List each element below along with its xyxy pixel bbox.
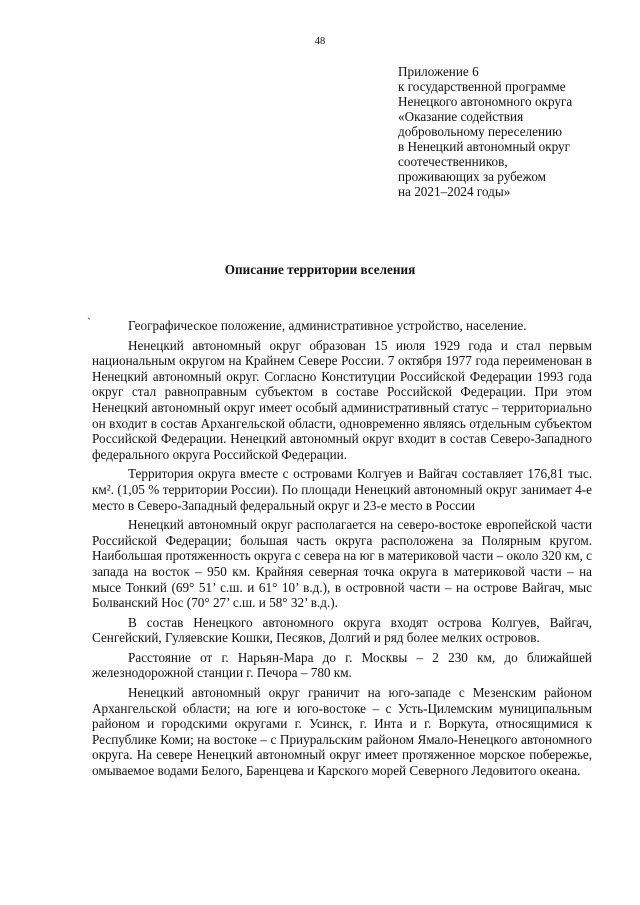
section-title: Описание территории вселения xyxy=(224,262,416,277)
page-number: 48 xyxy=(314,36,326,47)
paragraph: Географическое положение, административное устройство, население. xyxy=(128,318,527,333)
paragraph: Расстояние от г. Нарьян-Мара до г. Москвы – 2 230 км, до ближайшей железнодорожной станции г. Печора – 780 км. xyxy=(92,649,592,681)
appendix-line: Приложение 6 xyxy=(398,64,479,79)
paragraph: Ненецкий автономный округ образован 15 июля 1929 года и стал первым национальным округом на Крайнем Севере России. 7 октября 1977 года переименован в Ненецкий автономный округ. Согласно Конституции Российской Федерации 1993 года округ стал равноправным субъектом в составе Российской Федерации. При этом Ненецкий автономный округ имеет особый административный статус – территориально он входит в состав Архангельской области, одновременно являясь отдельным субъектом Российской Федерации. Ненецкий автономный округ входит в состав Северо-Западного федерального округа Российской Федерации. xyxy=(92,337,592,462)
paragraph: Ненецкий автономный округ граничит на юго-западе с Мезенским районом Архангельской области; на юге и юго-востоке – с Усть-Цилемским муниципальным районом и городскими округами г. Усинск, г. Инта и г. Воркута, относящимися к Республике Коми; на востоке – с Приуральским районом Ямало-Ненецкого автономного округа. На севере Ненецкий автономный округ имеет протяженное морское побережье, омываемое водами Белого, Баренцева и Карского морей Северного Ледовитого океана. xyxy=(92,685,592,779)
appendix-line: Ненецкого автономного округа xyxy=(398,94,573,109)
appendix-line: проживающих за рубежом xyxy=(398,169,547,184)
appendix-line: добровольному переселению xyxy=(398,124,562,139)
paragraph: Ненецкий автономный округ располагается на северо-востоке европейской части Российской Федерации; большая часть округа расположена за Полярным кругом. Наибольшая протяженность округа с севера на юг в материковой части – около 320 км, с запада на восток – 950 км. Крайняя северная точка округа в материковой части – на мысе Тонкий (69° 51’ с.ш. и 61° 10’ в.д.), в островной части – на острове Вайгач, мыс Болванский Нос (70° 27’ с.ш. и 58° 32’ в.д.). xyxy=(92,517,592,611)
appendix-line: на 2021–2024 годы» xyxy=(398,184,511,199)
scan-mark: ˋ xyxy=(87,315,91,329)
appendix-line: в Ненецкий автономный округ xyxy=(398,139,571,154)
appendix-line: к государственной программе xyxy=(398,79,566,94)
paragraph: В состав Ненецкого автономного округа входят острова Колгуев, Вайгач, Сенгейский, Гуляевские Кошки, Песяков, Долгий и ряд более мелких островов. xyxy=(92,614,592,646)
appendix-line: соотечественников, xyxy=(398,154,508,169)
appendix-line: «Оказание содействия xyxy=(398,109,524,124)
appendix-header xyxy=(398,64,628,199)
document-body xyxy=(87,315,592,779)
paragraph: Территория округа вместе с островами Колгуев и Вайгач составляет 176,81 тыс. км². (1,05 % территории России). По площади Ненецкий автономный округ занимает 4-е место в Северо-Западный федеральный округ и 23-е место в России xyxy=(92,466,592,513)
